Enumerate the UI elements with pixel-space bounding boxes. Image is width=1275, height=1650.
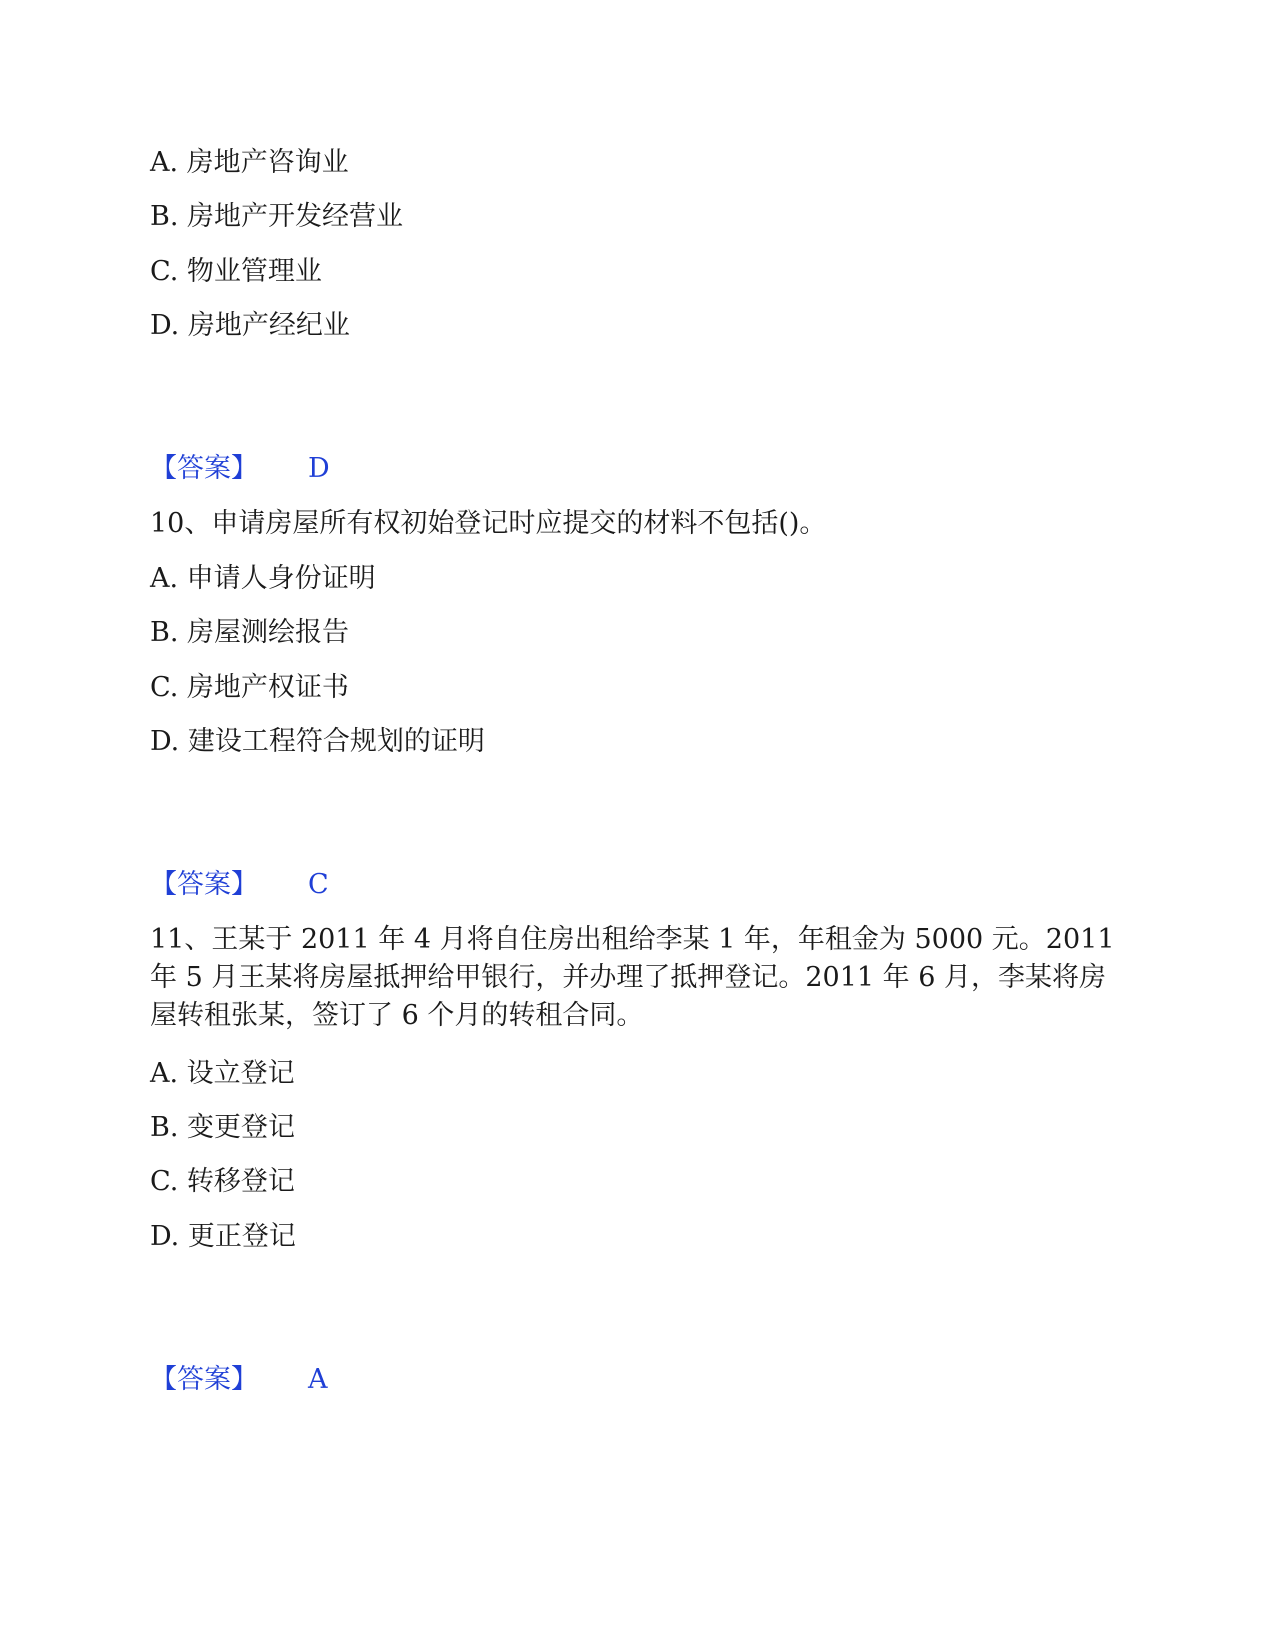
q10-stem: 10、申请房屋所有权初始登记时应提交的材料不包括()。 <box>150 508 827 539</box>
q11-option-d: D. 更正登记 <box>150 1221 296 1252</box>
q9-option-c: C. 物业管理业 <box>150 256 322 287</box>
q9-option-a: A. 房地产咨询业 <box>150 147 349 178</box>
q10-answer <box>150 866 329 904</box>
answer-label: 【答案】 <box>150 1364 258 1395</box>
q11-answer <box>150 1361 328 1399</box>
q9-answer <box>150 450 330 488</box>
q9-option-b: B. 房地产开发经营业 <box>150 201 404 232</box>
answer-label: 【答案】 <box>150 869 258 900</box>
q10-option-c: C. 房地产权证书 <box>150 672 349 703</box>
q10-option-b: B. 房屋测绘报告 <box>150 617 350 648</box>
answer-label: 【答案】 <box>150 453 258 484</box>
q11-option-b: B. 变更登记 <box>150 1112 296 1143</box>
q10-option-d: D. 建设工程符合规划的证明 <box>150 726 485 757</box>
q9-option-d: D. 房地产经纪业 <box>150 310 350 341</box>
answer-value: A <box>308 1364 328 1395</box>
answer-value: D <box>308 453 330 484</box>
q10-option-a: A. 申请人身份证明 <box>150 563 376 594</box>
q11-option-a: A. 设立登记 <box>150 1058 295 1089</box>
q11-option-c: C. 转移登记 <box>150 1166 295 1197</box>
answer-value: C <box>308 869 329 900</box>
q11-stem: 11、王某于 2011 年 4 月将自住房出租给李某 1 年，年租金为 5000 元。2011 年 5 月王某将房屋抵押给甲银行，并办理了抵押登记。2011 年 6 月，李某将房屋转租张某，签订了 6 个月的转租合同。 <box>150 924 1115 1031</box>
